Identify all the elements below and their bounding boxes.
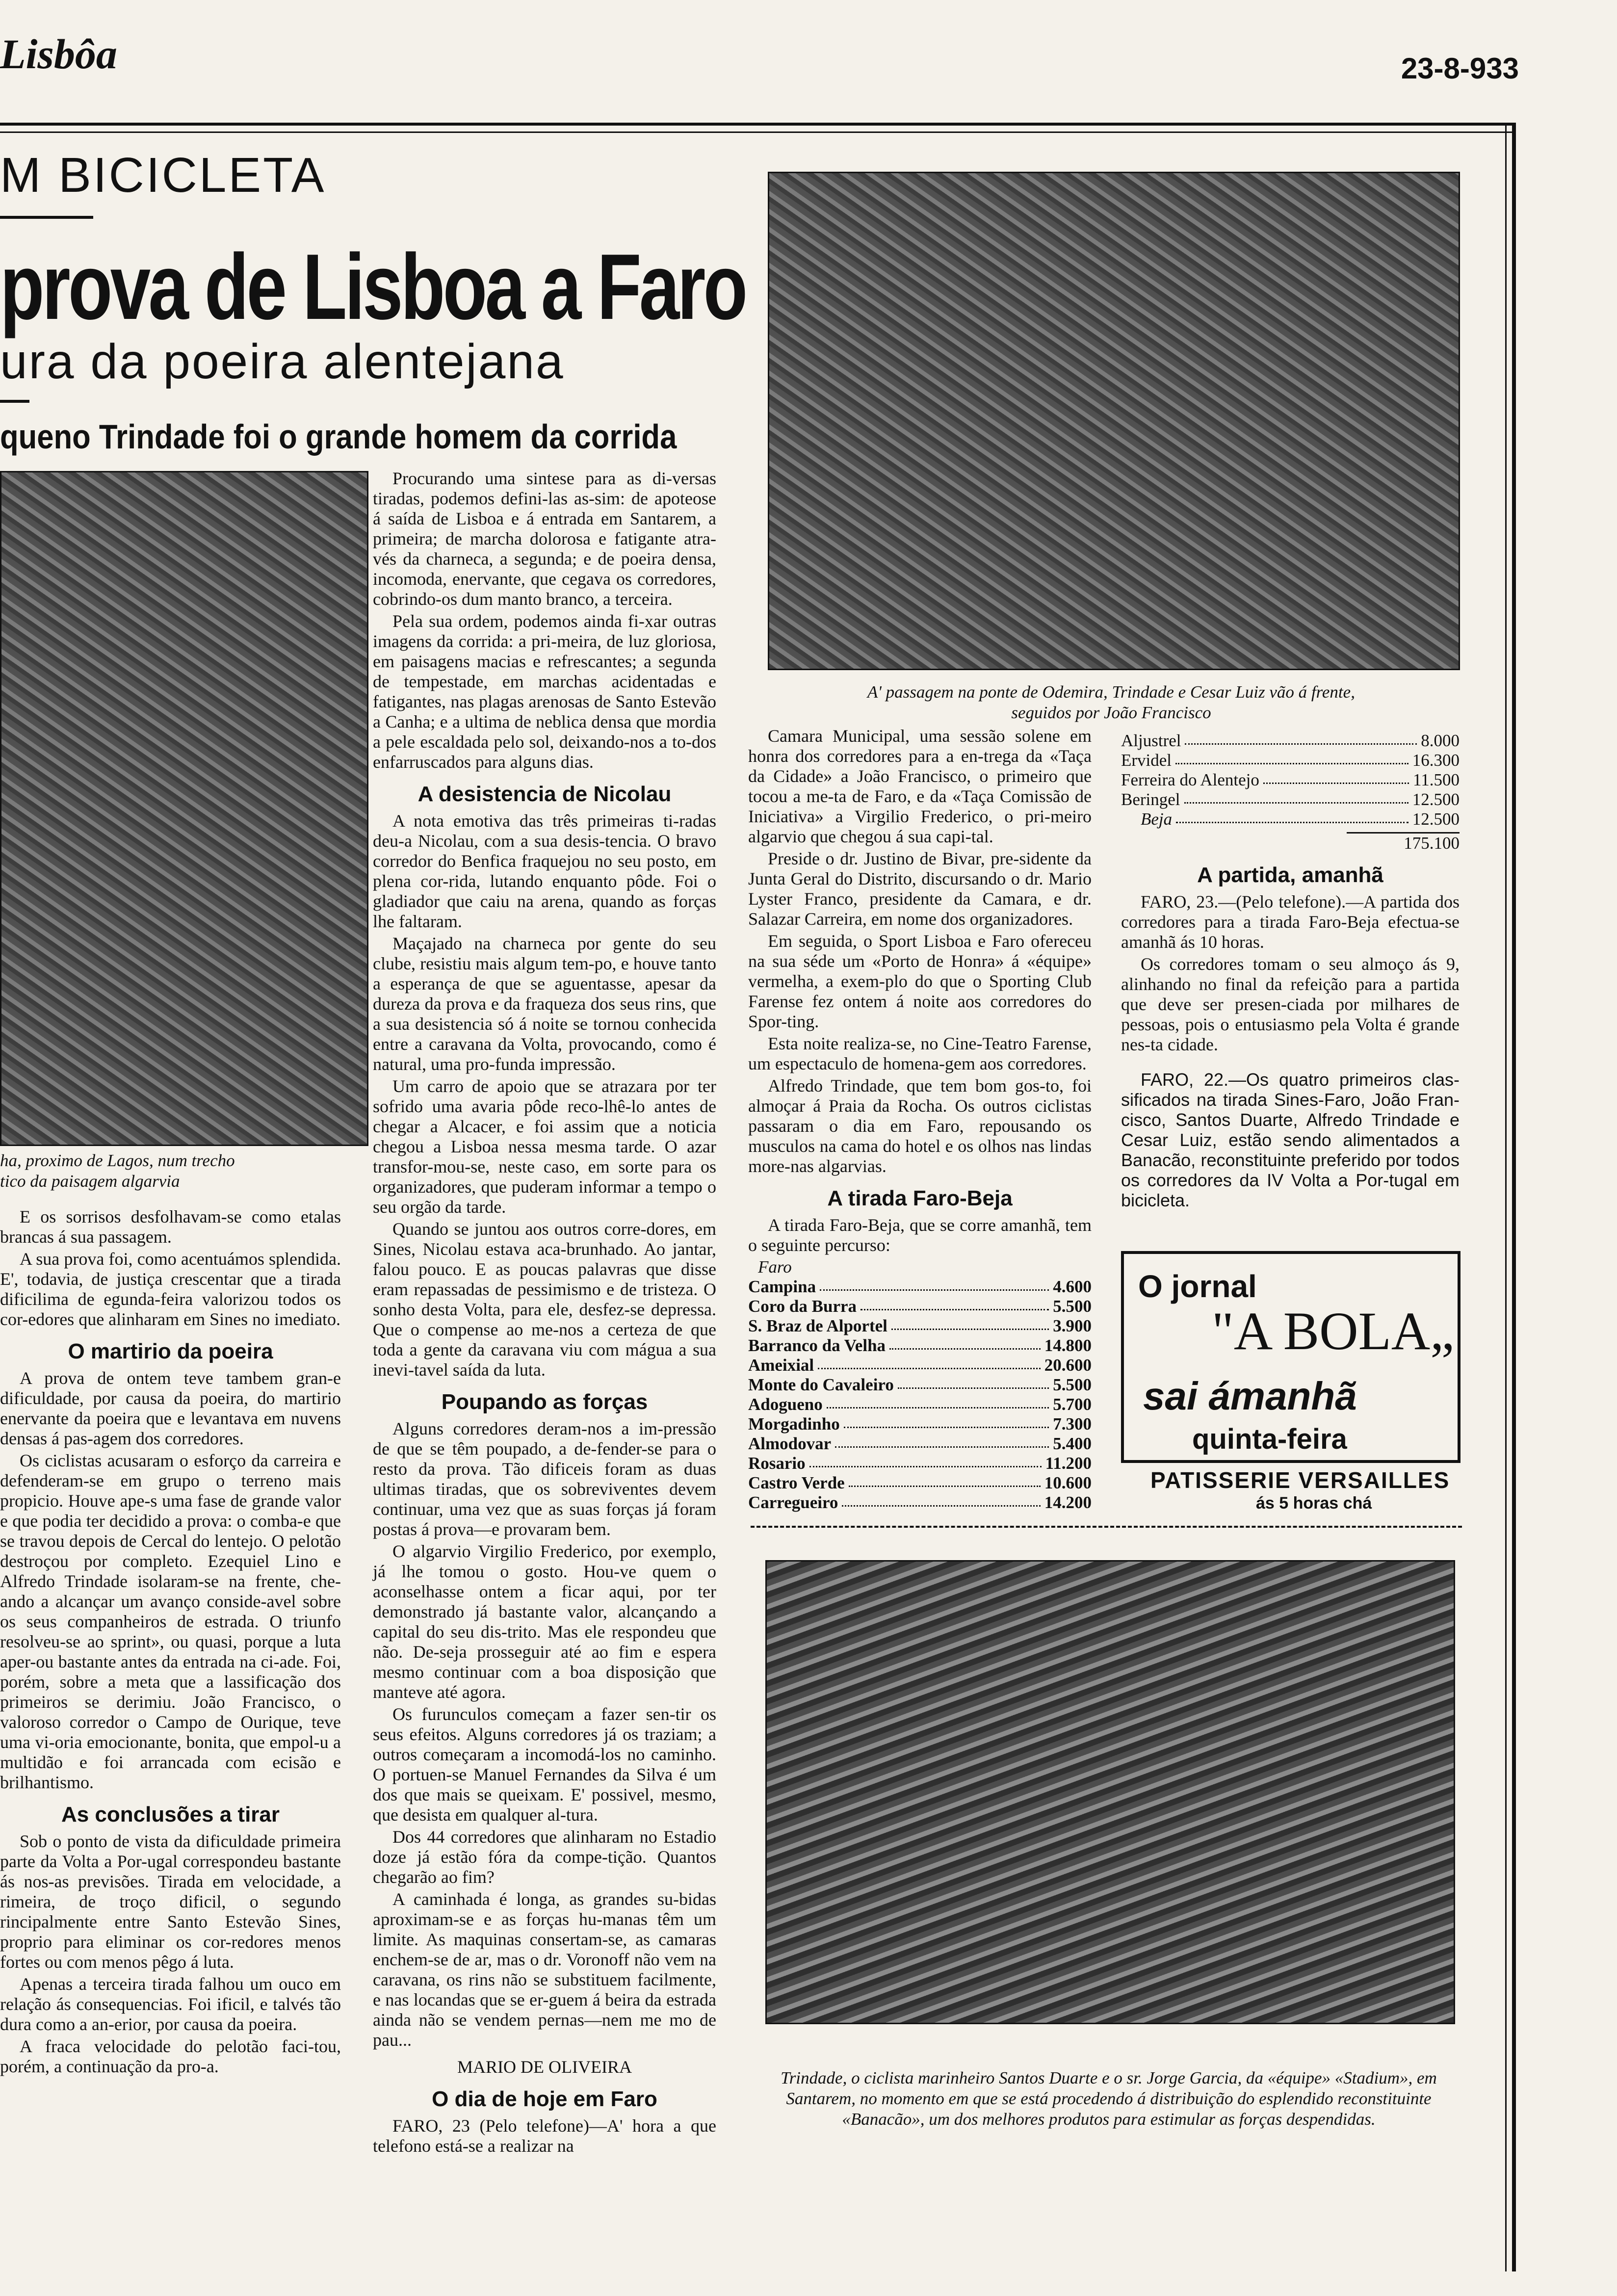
route-row: Carregueiro 14.200 bbox=[748, 1493, 1092, 1512]
section-heading: A tirada Faro-Beja bbox=[827, 1186, 1013, 1210]
section-heading: A desistencia de Nicolau bbox=[417, 782, 672, 806]
paragraph: Alfredo Trindade, que tem bom gos-to, foi almoçar á Praia da Rocha. Os outros ciclistas passaram o dia em Faro, repousando os musculos na cama do hotel e os olhos nas lindas more-nas algarvias. bbox=[748, 1076, 1092, 1176]
paragraph: Esta noite realiza-se, no Cine-Teatro Farense, um espectaculo de homena-gem aos corredores. bbox=[748, 1034, 1092, 1073]
section-heading: As conclusões a tirar bbox=[61, 1802, 280, 1826]
paragraph: A caminhada é longa, as grandes su-bidas aproximam-se e as forças hu-manas têm um limite. As maquinas consertam-se, as camaras enchem-se de ar, mas o dr. Voronoff não vem na caravana, os rins não se substituem facilmente, e nas locandas que se er-guem á beira da estrada ainda não se vendem pernas—nem me mo de pau... bbox=[373, 1889, 716, 2050]
paragraph: Procurando uma sintese para as di-versas tiradas, podemos defini-las as-sim: de apoteose á saída de Lisboa e á entrada em Santarem, a primeira; de marcha dolorosa e fatigante atra-vés da charneca, a segunda; e de poeira densa, incomoda, enervante, que cegava os corredores, cobrindo-os dum manto branco, a terceira. bbox=[373, 469, 716, 609]
paragraph: A fraca velocidade do pelotão faci-tou, porém, a continuação da pro-a. bbox=[0, 2036, 341, 2076]
route-total: 175.100 bbox=[1404, 834, 1460, 853]
ad-line-2: "A BOLA„ bbox=[1212, 1301, 1455, 1361]
paragraph: Camara Municipal, uma sessão solene em honra dos corredores para a en-trega da «Taça da Cidade» a João Francisco, o primeiro que tocou a me-ta de Faro, e da «Taça Comissão de Iniciativa» a Virgilio Frederico, o pri-meiro algarvio que chegou á sua capi-tal. bbox=[748, 726, 1092, 846]
group-photo-caption: Trindade, o ciclista marinheiro Santos Duarte e o sr. Jorge Garcia, da «équipe» «Stadium», em Santarem, no momento em que se está procedendo á distribuição do esplendido reconstituinte «Banacão», um dos melhores produtos para estimular as forças despendidas. bbox=[781, 2068, 1437, 2129]
route-row: Aljustrel 8.000 bbox=[1121, 731, 1460, 750]
paragraph: A prova de ontem teve tambem gran-e dificuldade, por causa da poeira, do martirio enervante da poeira que e levantava em nuvens densas á pas-agem dos corredores. bbox=[0, 1368, 341, 1448]
paragraph: Um carro de apoio que se atrazara por ter sofrido uma avaria pôde reco-lhê-lo antes de chegar a Alcacer, e foi assim que a noticia chegou a Lisboa nessa mesma tarde. O azar transfor-mou-se, neste caso, em sorte para os organizadores, que puderam informar a tempo o seu orgão da tarde. bbox=[373, 1076, 716, 1217]
headline-title: prova de Lisboa a Faro bbox=[0, 235, 746, 339]
route-row: Almodovar 5.400 bbox=[748, 1434, 1092, 1453]
paragraph: Em seguida, o Sport Lisboa e Faro ofereceu na sua séde um «Porto de Honra» á «équipe» vermelha, a exem-plo do que o Sporting Club Farense fez ontem á noite aos corredores do Spor-ting. bbox=[748, 931, 1092, 1031]
patisserie-ad: PATISSERIE VERSAILLES bbox=[1150, 1467, 1450, 1493]
paragraph: Os corredores tomam o seu almoço ás 9, alinhando no final da refeição para a partida que deve ser presen-ciada por milhares de pessoas, pois o entusiasmo pela Volta é grande nes-ta cidade. bbox=[1121, 954, 1460, 1054]
route-table bbox=[748, 1257, 1092, 1513]
headline-kicker: M BICICLETA bbox=[0, 148, 326, 203]
paragraph: A tirada Faro-Beja, que se corre amanhã, tem o seguinte percurso: bbox=[748, 1215, 1092, 1255]
cyclists-road-photo bbox=[0, 471, 368, 1146]
route-table-continued bbox=[1121, 731, 1460, 853]
headline-tagline: queno Trindade foi o grande homem da corrida bbox=[0, 417, 677, 456]
column-3 bbox=[748, 726, 1092, 1513]
route-row: Morgadinho 7.300 bbox=[748, 1414, 1092, 1434]
paragraph: Apenas a terceira tirada falhou um ouco em relação ás consequencias. Foi ificil, e talvés tão dura como a an-erior, por causa da poeira. bbox=[0, 1974, 341, 2034]
route-row: Ferreira do Alentejo 11.500 bbox=[1121, 770, 1460, 789]
paragraph: Quando se juntou aos outros corre-dores, em Sines, Nicolau estava aca-brunhado. Ao jantar, falou pouco. E as poucas palavras que disse eram repassadas de pessimismo e de tristeza. O sonho desta Volta, para ele, desfez-se depressa. Que o compense ao me-nos a certeza de que toda a gente da caravana viu com mágua a sua inevi-tavel saída da luta. bbox=[373, 1219, 716, 1380]
column-2 bbox=[373, 469, 716, 2158]
kicker-rule bbox=[0, 216, 93, 219]
paragraph: Sob o ponto de vista da dificuldade primeira parte da Volta a Por-ugal correspondeu bastante ás nos-as previsões. Tirada em velocidade, a rimeira, de troço dificil, o segundo rincipalmente entre Santo Estevão Sines, proprio para eliminar os cor-redores menos fortes ou com menos pêgo á luta. bbox=[0, 1831, 341, 1972]
route-row: Barranco da Velha 14.800 bbox=[748, 1336, 1092, 1355]
route-row: Rosario 11.200 bbox=[748, 1454, 1092, 1473]
route-row: Coro da Burra 5.500 bbox=[748, 1297, 1092, 1316]
paragraph: A nota emotiva das três primeiras ti-radas deu-a Nicolau, com a sua desis-tencia. O bravo corredor do Benfica fraquejou no seu posto, em plena cor-rida, lutando enquanto pôde. Foi o gladiador que caiu na arena, quando as forças lhe faltaram. bbox=[373, 811, 716, 931]
paragraph: Os furunculos começam a fazer sen-tir os seus efeitos. Alguns corredores já os traziam; a outros começaram a incomodá-los no caminho. O portuen-se Manuel Fernandes da Silva é um dos que mais se queixam. E' possivel, mesmo, que desista em qualquer al-tura. bbox=[373, 1704, 716, 1825]
left-photo-caption: ha, proximo de Lagos, num trecho tico da paisagem algarvia bbox=[0, 1151, 235, 1191]
route-row: Beja 12.500 bbox=[1141, 809, 1460, 829]
paragraph: Preside o dr. Justino de Bivar, pre-sidente da Junta Geral do Distrito, discursando o dr. Mario Lyster Franco, presidente da Camara, e dr. Salazar Carreira, em nome dos organizadores. bbox=[748, 849, 1092, 929]
paragraph: FARO, 22.—Os quatro primeiros clas-sificados na tirada Sines-Faro, João Fran-cisco, Santos Duarte, Alfredo Trindade e Cesar Luiz, estão sendo alimentados a Banacão, reconstituinte preferido por todos os corredores da IV Volta a Por-tugal em bicicleta. bbox=[1121, 1070, 1460, 1210]
route-row: Monte do Cavaleiro 5.500 bbox=[748, 1375, 1092, 1394]
issue-date: 23-8-933 bbox=[1401, 52, 1519, 85]
subtitle-rule bbox=[0, 400, 29, 403]
paragraph: O algarvio Virgilio Frederico, por exemplo, já lhe tomou o gosto. Hou-ve quem o aconselhasse ontem a ficar aqui, por ter demonstrado já bastante valor, alcançando a capital do seu dis-trito. Mas ele respondeu que não. De-seja prosseguir até ao fim e espera mesmo continuar com a boa disposição que manteve até agora. bbox=[373, 1541, 716, 1702]
route-row: Castro Verde 10.600 bbox=[748, 1473, 1092, 1492]
route-row: Beringel 12.500 bbox=[1121, 790, 1460, 809]
masthead: Lisbôa bbox=[0, 30, 117, 78]
ad-line-1: O jornal bbox=[1138, 1269, 1257, 1304]
paragraph: Alguns corredores deram-nos a im-pressão de que se têm poupado, a de-fender-se para o resto da prova. Tão dificeis foram as duas ultimas tiradas, que os sobreviventes devem continuar, uma vez que as suas forças já foram postas á prova—e provaram bem. bbox=[373, 1419, 716, 1539]
paragraph: Pela sua ordem, podemos ainda fi-xar outras imagens da corrida: a pri-meira, de luz gloriosa, em paisagens macias e refrescantes; a segunda de tempestade, em marchas acidentadas e fatigantes, nas plagas arenosas de Santo Estevão a Canha; e a ultima de neblica densa que mordia a pele escaldada pelo sol, deixando-nos a to-dos enfarruscados para alguns dias. bbox=[373, 611, 716, 772]
patisserie-ad-sub: ás 5 horas chá bbox=[1256, 1494, 1372, 1513]
paragraph: FARO, 23.—(Pelo telefone).—A partida dos corredores para a tirada Faro-Beja efectua-se amanhã ás 10 horas. bbox=[1121, 892, 1460, 952]
paragraph: Dos 44 corredores que alinharam no Estadio doze já estão fóra da compe-tição. Quantos chegarão ao fim? bbox=[373, 1827, 716, 1887]
paragraph: FARO, 23 (Pelo telefone)—A' hora a que telefono está-se a realizar na bbox=[373, 2116, 716, 2156]
section-heading: A partida, amanhã bbox=[1197, 863, 1383, 887]
headline-subtitle: ura da poeira alentejana bbox=[0, 334, 565, 389]
bridge-photo-caption: A' passagem na ponte de Odemira, Trindade e Cesar Luiz vão á frente, seguidos por João Francisco bbox=[867, 682, 1355, 722]
top-rule bbox=[0, 123, 1516, 133]
right-rule bbox=[1512, 123, 1516, 2271]
paragraph: A sua prova foi, como acentuámos splendida. E', todavia, de justiça crescentar que a tirada dificilima de egunda-feira valorizou todos os cor-edores que alinharam em Sines no imediato. bbox=[0, 1249, 341, 1329]
section-heading: O dia de hoje em Faro bbox=[432, 2087, 657, 2111]
column-1 bbox=[0, 1207, 341, 2079]
paragraph: E os sorrisos desfolhavam-se como etalas brancas á sua passagem. bbox=[0, 1207, 341, 1247]
right-rule-inner bbox=[1505, 123, 1507, 2271]
ad-line-3: sai ámanhã bbox=[1143, 1374, 1357, 1418]
author-signature: MARIO DE OLIVEIRA bbox=[457, 2057, 632, 2077]
route-row: Campina 4.600 bbox=[748, 1277, 1092, 1296]
section-heading: Poupando as forças bbox=[441, 1390, 648, 1414]
paragraph: Os ciclistas acusaram o esforço da carreira e defenderam-se em grupo o terreno mais propicio. Houve ape-s uma fase de grande valor e que podia ter decidido a prova: o comba-e que se travou depois de Cercal do lentejo. O pelotão destroçou por completo. Ezequiel Lino e Alfredo Trindade isolaram-se na frente, che-ando a alcançar um avanço conside-avel sobre os seus companheiros de estrada. O triunfo resolveu-se ao sprint», ou quasi, porque a luta aper-ou bastante antes da entrada na ci-ade. Foi, porém, sobre a meta que a lassificação dos primeiros se derimiu. João Francisco, o valoroso corredor o Campo de Ourique, teve uma vi-oria emocionante, bonita, que empol-u a multidão e foi arrancada com ecisão e brilhantismo. bbox=[0, 1451, 341, 1792]
bridge-odemira-photo bbox=[768, 172, 1460, 670]
route-row: Adogueno 5.700 bbox=[748, 1395, 1092, 1414]
route-row: S. Braz de Alportel 3.900 bbox=[748, 1316, 1092, 1335]
route-start: Faro bbox=[758, 1257, 792, 1277]
route-row: Ervidel 16.300 bbox=[1121, 751, 1460, 770]
cyclists-group-photo bbox=[765, 1560, 1455, 2024]
ad-line-4: quinta-feira bbox=[1192, 1423, 1347, 1455]
paragraph: Maçajado na charneca por gente do seu clube, resistiu mais algum tem-po, e houve tanto a esperança de que se aguentasse, apesar da dureza da prova e da fraqueza dos seus rins, que a sua desistencia só á noite se tornou conhecida entre a caravana da Volta, provocando, como é natural, uma pro-funda impressão. bbox=[373, 934, 716, 1074]
column-4 bbox=[1121, 731, 1460, 1212]
section-heading: O martirio da poeira bbox=[68, 1339, 273, 1363]
route-row: Ameixial 20.600 bbox=[748, 1356, 1092, 1375]
dashed-divider bbox=[751, 1526, 1462, 1528]
